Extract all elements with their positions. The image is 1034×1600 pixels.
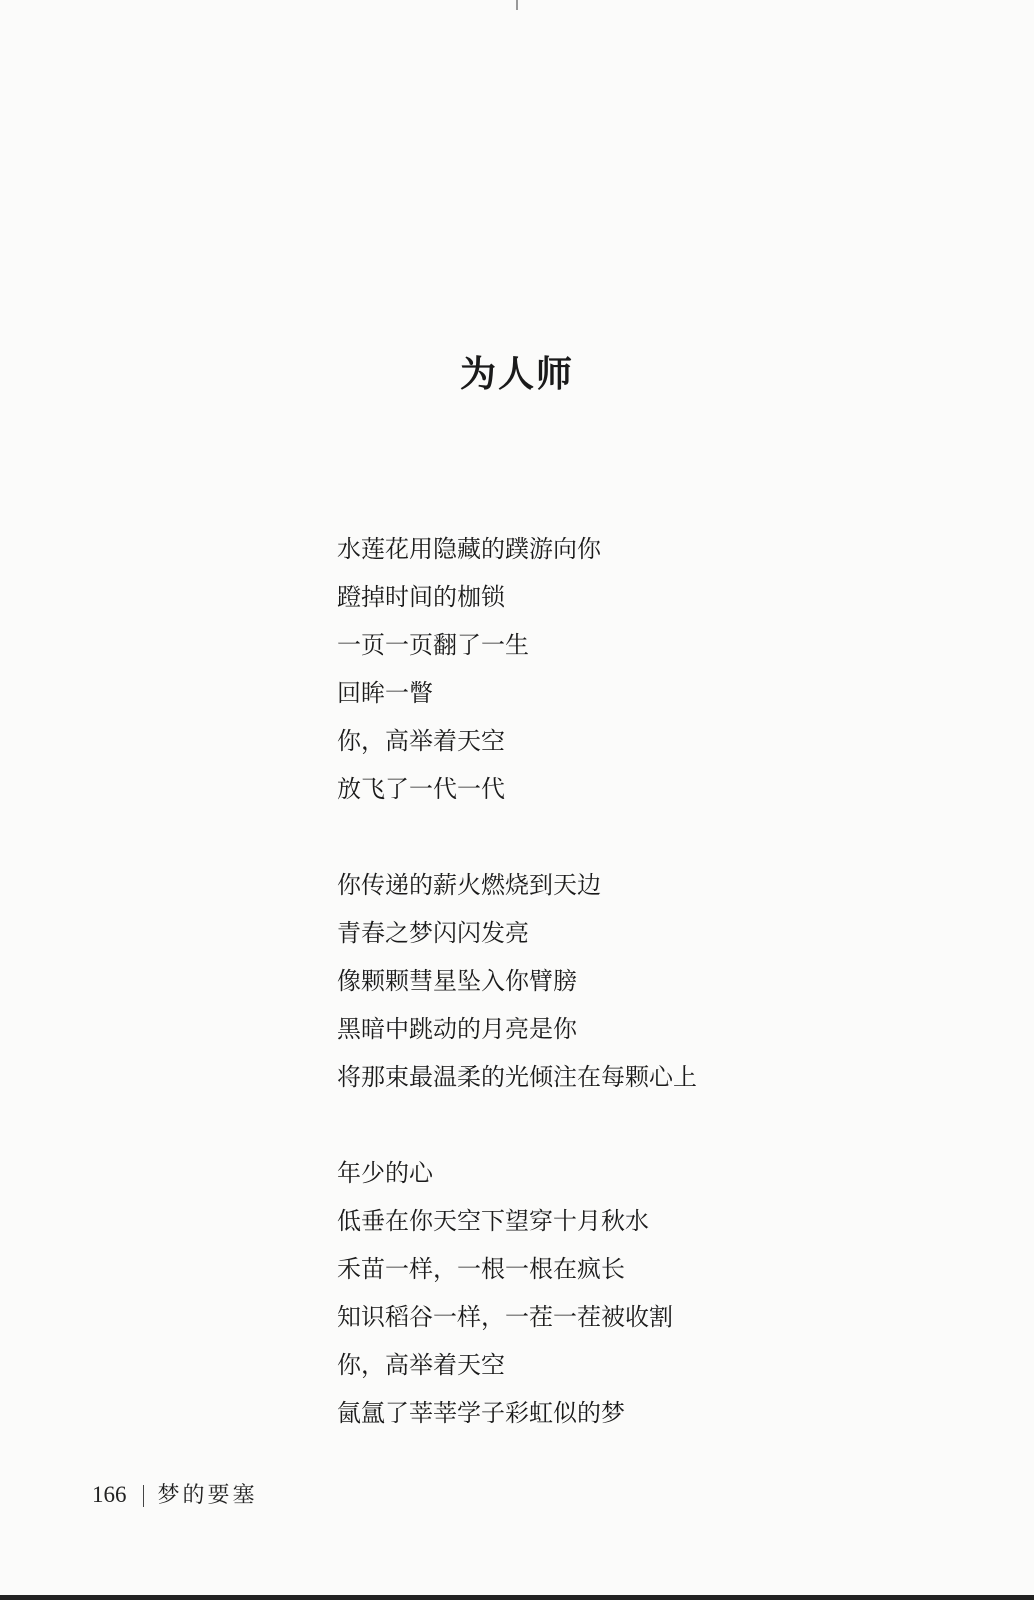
footer-divider xyxy=(143,1485,144,1507)
poem-line: 像颗颗彗星坠入你臂膀 xyxy=(337,967,577,995)
stanza-3 xyxy=(337,1149,957,1437)
scan-mark xyxy=(516,0,518,10)
stanza-1 xyxy=(337,525,957,813)
poem-line: 你，高举着天空 xyxy=(337,1351,505,1379)
poem-line: 回眸一瞥 xyxy=(337,679,433,707)
poem-line: 青春之梦闪闪发亮 xyxy=(337,919,529,947)
poem-body xyxy=(337,525,957,1485)
poem-line: 将那束最温柔的光倾注在每颗心上 xyxy=(337,1063,697,1091)
stanza-2 xyxy=(337,861,957,1101)
poem-line: 低垂在你天空下望穿十月秋水 xyxy=(337,1207,649,1235)
book-title: 梦的要塞 xyxy=(157,1483,258,1508)
poem-line: 黑暗中跳动的月亮是你 xyxy=(337,1015,577,1043)
poem-title: 为人师 xyxy=(459,353,574,395)
poem-line: 你传递的薪火燃烧到天边 xyxy=(337,871,601,899)
poem-line: 知识稻谷一样，一茬一茬被收割 xyxy=(337,1303,673,1331)
page-number: 166 xyxy=(92,1482,127,1507)
poem-line: 一页一页翻了一生 xyxy=(337,631,529,659)
poem-line: 年少的心 xyxy=(337,1159,433,1187)
scan-bottom-edge xyxy=(0,1595,1034,1600)
page-footer xyxy=(92,1480,258,1511)
poem-line: 你，高举着天空 xyxy=(337,727,505,755)
poem-line: 放飞了一代一代 xyxy=(337,775,505,803)
poem-line: 氤氲了莘莘学子彩虹似的梦 xyxy=(337,1399,625,1427)
poem-line: 蹬掉时间的枷锁 xyxy=(337,583,505,611)
poem-line: 水莲花用隐藏的蹼游向你 xyxy=(337,535,601,563)
poem-line: 禾苗一样，一根一根在疯长 xyxy=(337,1255,625,1283)
